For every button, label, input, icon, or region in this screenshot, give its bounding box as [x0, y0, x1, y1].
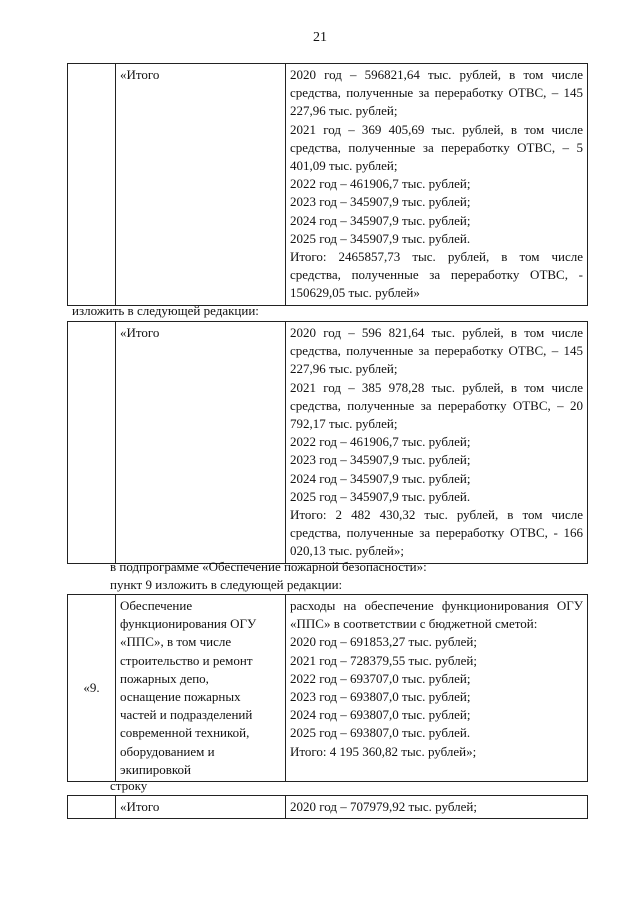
name-line: функционирования ОГУ: [120, 616, 257, 632]
value-paragraph: Итого: 2465857,73 тыс. рублей, в том числе средства, полученные за переработку ОТВС, - 150629,05 тыс. рублей»: [290, 249, 583, 301]
table-row: [68, 595, 588, 782]
value-paragraph: 2023 год – 693807,0 тыс. рублей;: [290, 689, 471, 705]
row-number-cell: [68, 64, 116, 306]
value-paragraph: 2025 год – 693807,0 тыс. рублей.: [290, 725, 471, 741]
value-paragraph: 2025 год – 345907,9 тыс. рублей.: [290, 488, 471, 504]
value-paragraph: 2020 год – 691853,27 тыс. рублей;: [290, 634, 477, 650]
name-line: строительство и ремонт: [120, 652, 253, 668]
row-name-cell: «Итого: [116, 64, 286, 306]
value-paragraph: расходы на обеспечение функционирования ОГУ «ППС» в соответствии с бюджетной сметой:: [290, 598, 583, 632]
page-number: 21: [313, 30, 327, 45]
name-line: оснащение пожарных: [120, 689, 241, 705]
value-paragraph: 2020 год – 596821,64 тыс. рублей, в том числе средства, полученные за переработку ОТВС, – 145 227,96 тыс. рублей;: [290, 67, 583, 119]
row-number-cell: [68, 796, 116, 819]
row-number-cell: [68, 322, 116, 564]
value-paragraph: 2024 год – 345907,9 тыс. рублей;: [290, 470, 471, 486]
table-totals-new: [67, 321, 588, 564]
value-paragraph: Итого: 4 195 360,82 тыс. рублей»;: [290, 743, 477, 759]
name-line: частей и подразделений: [120, 707, 253, 723]
value-paragraph: 2023 год – 345907,9 тыс. рублей;: [290, 194, 471, 210]
name-line: оборудованием и: [120, 743, 215, 759]
value-paragraph: 2024 год – 345907,9 тыс. рублей;: [290, 212, 471, 228]
value-paragraph: 2023 год – 345907,9 тыс. рублей;: [290, 452, 471, 468]
value-paragraph: 2022 год – 461906,7 тыс. рублей;: [290, 434, 471, 450]
table-row: [68, 64, 588, 306]
row-name-cell: [116, 595, 286, 782]
table-totals-fire: [67, 795, 588, 819]
instruction-text: строку: [110, 778, 148, 793]
value-paragraph: 2022 год – 693707,0 тыс. рублей;: [290, 670, 471, 686]
name-line: современной техникой,: [120, 725, 250, 741]
value-paragraph: 2022 год – 461906,7 тыс. рублей;: [290, 176, 471, 192]
value-paragraph: 2025 год – 345907,9 тыс. рублей.: [290, 230, 471, 246]
table-item-9: [67, 594, 588, 782]
table-totals-old: [67, 63, 588, 306]
table-row: [68, 796, 588, 819]
value-paragraph: 2024 год – 693807,0 тыс. рублей;: [290, 707, 471, 723]
row-value-cell: [286, 64, 588, 306]
value-paragraph: 2021 год – 385 978,28 тыс. рублей, в том числе средства, полученные за переработку ОТВС, – 20 792,17 тыс. рублей;: [290, 379, 583, 432]
table-row: [68, 322, 588, 564]
row-name-cell: «Итого: [116, 322, 286, 564]
name-line: пожарных депо,: [120, 670, 209, 686]
row-name-cell: «Итого: [116, 796, 286, 819]
name-line: экипировкой: [120, 761, 192, 777]
name-line: Обеспечение: [120, 598, 193, 613]
value-paragraph: 2021 год – 728379,55 тыс. рублей;: [290, 652, 477, 668]
value-paragraph: Итого: 2 482 430,32 тыс. рублей, в том числе средства, полученные за переработку ОТВС, - 166 020,13 тыс. рублей»;: [290, 507, 583, 559]
row-value-cell: [286, 322, 588, 564]
instruction-text: пункт 9 изложить в следующей редакции:: [110, 577, 343, 592]
subprogram-text: в подпрограмме «Обеспечение пожарной безопасности»:: [110, 559, 427, 574]
value-paragraph: 2021 год – 369 405,69 тыс. рублей, в том числе средства, полученные за переработку ОТВС, – 5 401,09 тыс. рублей;: [290, 121, 583, 174]
instruction-text: изложить в следующей редакции:: [72, 303, 259, 318]
row-value-cell: [286, 595, 588, 782]
value-paragraph: 2020 год – 596 821,64 тыс. рублей, в том числе средства, полученные за переработку ОТВС, – 145 227,96 тыс. рублей;: [290, 325, 583, 377]
row-number-cell: «9.: [68, 595, 116, 782]
row-value-cell: 2020 год – 707979,92 тыс. рублей;: [286, 796, 588, 819]
name-line: «ППС», в том числе: [120, 634, 232, 650]
